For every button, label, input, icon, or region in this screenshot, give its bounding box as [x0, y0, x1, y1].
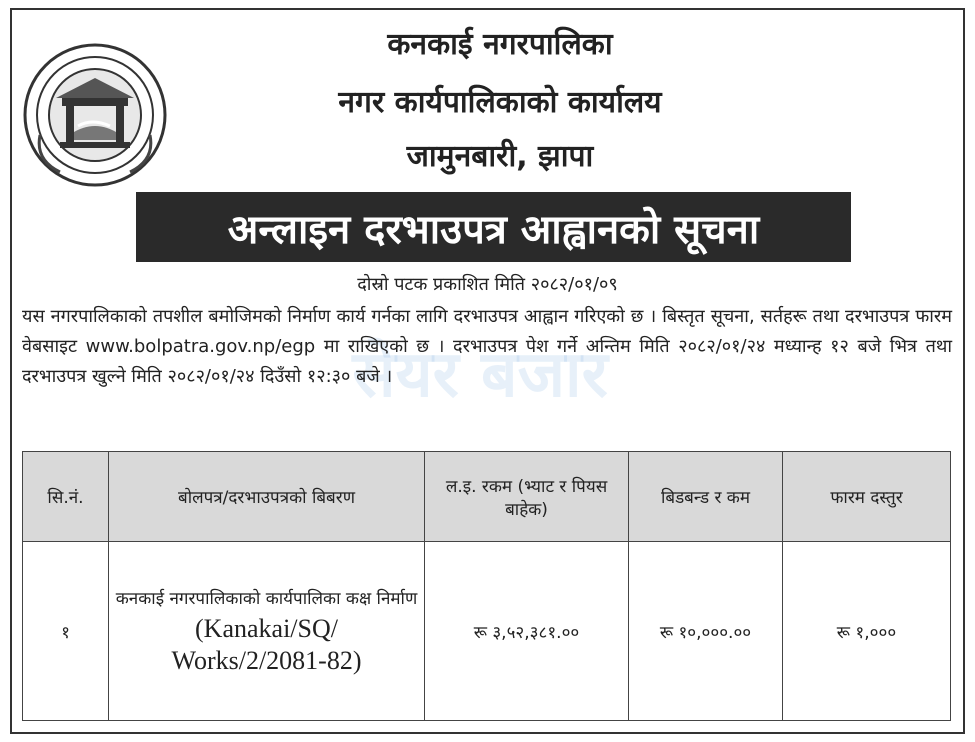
table-header-row [23, 452, 951, 542]
work-description: कनकाई नगरपालिकाको कार्यपालिका कक्ष निर्माण [115, 589, 418, 609]
table-row [23, 542, 951, 721]
tender-table [22, 451, 951, 721]
cell-sn: १ [23, 542, 109, 721]
notice-title: अन्लाइन दरभाउपत्र आह्वानको सूचना [227, 206, 760, 253]
header-sn: सि.नं. [23, 452, 109, 542]
cell-description [109, 542, 425, 721]
header-bid-bond: बिडबन्ड र कम [629, 452, 783, 542]
cell-bid-bond: रू १०,०००.०० [629, 542, 783, 721]
cell-form-fee: रू १,००० [783, 542, 951, 721]
office-address: जामुनबारी, झापा [406, 139, 594, 174]
notice-title-banner [136, 192, 851, 262]
header-description: बोलपत्र/दरभाउपत्रको बिबरण [109, 452, 425, 542]
cell-estimate: रू ३,५२,३८१.०० [425, 542, 629, 721]
office-name: नगर कार्यपालिकाको कार्यालय [338, 85, 662, 120]
municipality-seal-icon [20, 40, 170, 190]
header-form-fee: फारम दस्तुर [783, 452, 951, 542]
publication-date: दोस्रो पटक प्रकाशित मिति २०८२/०१/०९ [357, 274, 618, 295]
municipality-name: कनकाई नगरपालिका [387, 27, 613, 62]
work-reference: (Kanakai/SQ/ Works/2/2081-82) [171, 614, 362, 675]
notice-paragraph: यस नगरपालिकाको तपशील बमोजिमको निर्माण कार्य गर्नका लागि दरभाउपत्र आह्वान गरिएको छ । बिस्तृत सूचना, सर्तहरू तथा दरभाउपत्र फारम वेबसाइट www.bolpatra.gov.np/egp मा राखिएको छ । दरभाउपत्र पेश गर्ने अन्तिम मिति २०८२/०१/२४ मध्यान्ह १२ बजे भित्र तथा दरभाउपत्र खुल्ने मिति २०८२/०१/२४ दिउँसो १२:३० बजे । [22, 306, 952, 387]
watermark: सेयर बजार [352, 338, 608, 412]
header-estimate: ल.इ. रकम (भ्याट र पियस बाहेक) [425, 452, 629, 542]
